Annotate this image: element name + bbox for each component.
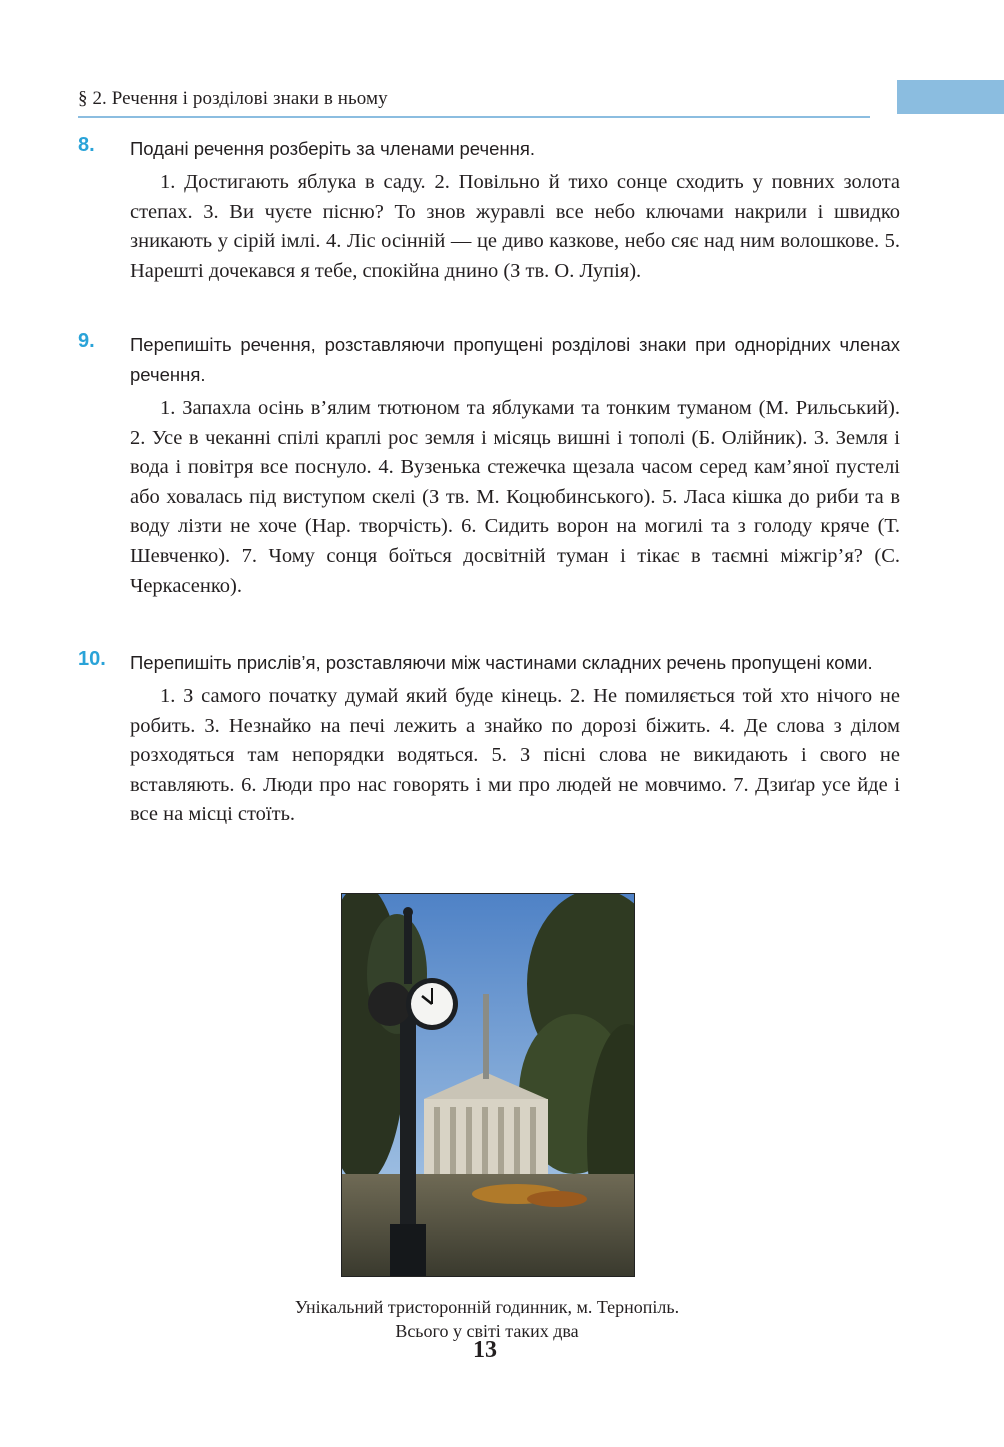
- task-10: [78, 648, 900, 830]
- section-title: § 2. Речення і розділові знаки в ньому: [78, 88, 388, 109]
- task-number: 8.: [78, 134, 95, 156]
- task-instruction: Перепишіть речення, розставляючи пропущені розділові знаки при однорідних членах речення.: [130, 334, 900, 385]
- page-number: 13: [473, 1337, 497, 1363]
- task-number: 10.: [78, 648, 106, 670]
- task-9: [78, 330, 900, 601]
- running-header: [78, 82, 870, 118]
- caption-line-1: Унікальний тристоронній годинник, м. Тернопіль.: [294, 1297, 680, 1317]
- task-instruction: Перепишіть прислів’я, розставляючи між частинами складних речень пропущені коми.: [130, 652, 873, 673]
- caption-line-2: Всього у світі таких два: [395, 1321, 579, 1341]
- corner-tab: [897, 80, 1004, 114]
- task-number: 9.: [78, 330, 95, 352]
- task-text: 1. З самого початку думай який буде кінець. 2. Не помиляється той хто нічого не робить. 3. Незнайко на печі лежить а знайко по дорозі біжить. 4. Де слова з ділом розходяться там непорядки водяться. 5. З пісні слова не викидають і свого не вставляють. 6. Люди про нас говорять і ми про людей не мовчимо. 7. Дзиґар усе йде і все на місці стоїть.: [130, 685, 900, 826]
- task-instruction: Подані речення розберіть за членами речення.: [130, 138, 535, 159]
- task-8: [78, 134, 900, 286]
- task-text: 1. Достигають яблука в саду. 2. Повільно й тихо сонце сходить у повних золота степах. 3. Ви чуєте пісню? То знов журавлі все небо ключами накрили і швидко зникають у сірій імлі. 4. Ліс осінній — це диво казкове, небо сяє над ним волошкове. 5. Нарешті дочекався я тебе, спокійна днино (З тв. О. Лупія).: [130, 171, 900, 282]
- photo-caption: [200, 1295, 774, 1343]
- task-text: 1. Запахла осінь в’ялим тютюном та яблуками та тонким туманом (М. Рильський). 2. Усе в чеканні спілі краплі рос земля і місяць вишні і тополі (Б. Олійник). 3. Земля і вода і повітря все поснуло. 4. Вузенька стежечка щезала часом серед кам’яної пустелі або ховалась під виступом скелі (З тв. М. Коцюбинського). 5. Ласа кішка до риби та в воду лізти не хоче (Нар. творчість). 6. Сидить ворон на могилі та з голоду кряче (Т. Шевченко). 7. Чому сонця боїться досвітній туман і тікає в таємні міжгір’я? (С. Черкасенко).: [130, 397, 900, 597]
- clock-photo: [341, 893, 635, 1277]
